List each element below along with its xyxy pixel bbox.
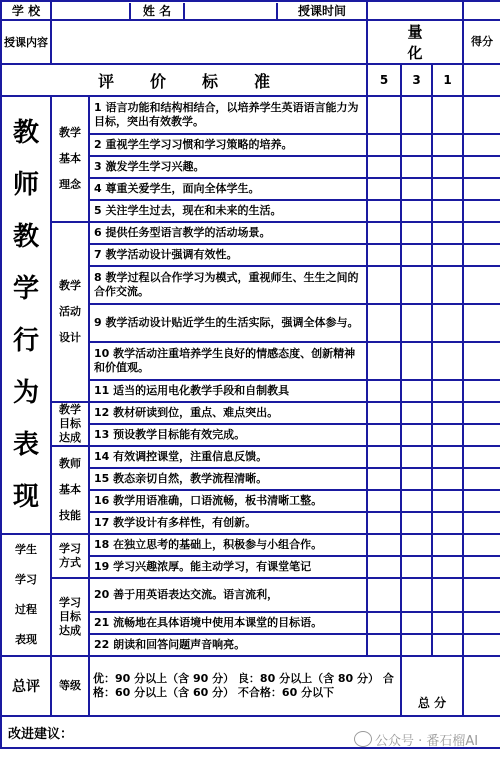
score-cell-5[interactable] — [367, 490, 401, 512]
title-line: 过程 — [15, 603, 37, 616]
watermark-text: 公众号 · 番石榴AI — [375, 734, 479, 749]
watermark — [354, 730, 478, 749]
score-cell[interactable] — [463, 446, 500, 468]
group-label-line: 活动 — [59, 305, 81, 318]
group-label — [51, 402, 89, 446]
score-cell[interactable] — [463, 534, 500, 556]
score-cell-5[interactable] — [367, 380, 401, 402]
wechat-icon — [354, 731, 372, 747]
score-cell-3[interactable] — [401, 578, 432, 612]
group-label-line: 教学 — [59, 403, 81, 416]
score-cell-1[interactable] — [432, 424, 463, 446]
score-cell-1[interactable] — [432, 380, 463, 402]
score-label: 得分 — [463, 20, 500, 64]
student-section-title — [1, 534, 51, 656]
criterion-item: 12 教材研读到位，重点、难点突出。 — [89, 402, 367, 424]
title-char: 现 — [12, 482, 39, 512]
score-cell-5[interactable] — [367, 96, 401, 134]
score-cell[interactable] — [463, 634, 500, 656]
group-label — [51, 534, 89, 578]
group-label-line: 学习 — [59, 542, 81, 555]
score-cell-5[interactable] — [367, 556, 401, 578]
group-label — [51, 578, 89, 656]
total-score-field[interactable] — [463, 656, 500, 716]
group-label-line: 学习 — [59, 596, 81, 609]
score-cell-5[interactable] — [367, 634, 401, 656]
score-cell-1[interactable] — [432, 512, 463, 534]
score-cell-5[interactable] — [367, 534, 401, 556]
criterion-item: 7 教学活动设计强调有效性。 — [89, 244, 367, 266]
score-cell-3[interactable] — [401, 266, 432, 304]
score-cell-3[interactable] — [401, 446, 432, 468]
school-field[interactable] — [51, 1, 89, 20]
score-cell-5[interactable] — [367, 266, 401, 304]
group-label-line: 基本 — [59, 483, 81, 496]
score-cell[interactable] — [463, 222, 500, 244]
score-cell-3[interactable] — [401, 200, 432, 222]
score-cell-5[interactable] — [367, 402, 401, 424]
score-cell[interactable] — [463, 380, 500, 402]
title-char: 表 — [12, 430, 39, 460]
criterion-item: 11 适当的运用电化教学手段和自制教具 — [89, 380, 367, 402]
total-score-label: 总 分 — [401, 656, 463, 716]
title-line: 表现 — [15, 633, 37, 646]
group-label-line: 方式 — [59, 556, 81, 569]
score-cell-1[interactable] — [432, 96, 463, 134]
group-label-line: 技能 — [59, 509, 81, 522]
criterion-item: 2 重视学生学习习惯和学习策略的培养。 — [89, 134, 367, 156]
group-label — [51, 96, 89, 222]
score-cell-5[interactable] — [367, 244, 401, 266]
score-cell-5[interactable] — [367, 156, 401, 178]
group-label-line: 达成 — [59, 624, 81, 637]
score-cell[interactable] — [463, 512, 500, 534]
criterion-item: 17 教学设计有多样性，有创新。 — [89, 512, 367, 534]
score-cell-1[interactable] — [432, 342, 463, 380]
score-cell-1[interactable] — [432, 446, 463, 468]
grade-criteria: 优：90 分以上（含 90 分） 良：80 分以上（含 80 分） 合格：60 分以上（含 60 分） 不合格：60 分以下 — [89, 656, 401, 716]
score-cell-5[interactable] — [367, 200, 401, 222]
score-cell-3[interactable] — [401, 512, 432, 534]
group-label-line: 设计 — [59, 331, 81, 344]
score-cell-3[interactable] — [401, 134, 432, 156]
group-label-line: 达成 — [59, 431, 81, 444]
score-cell-1[interactable] — [432, 612, 463, 634]
score-cell-1[interactable] — [432, 244, 463, 266]
title-char: 学 — [12, 274, 39, 304]
score-cell[interactable] — [463, 96, 500, 134]
score-cell-3[interactable] — [401, 634, 432, 656]
score-cell[interactable] — [463, 468, 500, 490]
criterion-item: 21 流畅地在具体语境中使用本课堂的目标语。 — [89, 612, 367, 634]
score-cell-1[interactable] — [432, 402, 463, 424]
group-label-line: 教学 — [59, 126, 81, 139]
content-label: 授课内容 — [1, 20, 51, 64]
score-cell[interactable] — [463, 342, 500, 380]
score-cell-5[interactable] — [367, 468, 401, 490]
score-cell-3[interactable] — [401, 96, 432, 134]
title-char: 为 — [12, 378, 39, 408]
score-cell-3[interactable] — [401, 156, 432, 178]
score-cell-5[interactable] — [367, 134, 401, 156]
score-cell-1[interactable] — [432, 490, 463, 512]
score-cell-3[interactable] — [401, 402, 432, 424]
score-cell-1[interactable] — [432, 200, 463, 222]
score-cell-1[interactable] — [432, 556, 463, 578]
criterion-item: 22 朗读和回答问题声音响亮。 — [89, 634, 367, 656]
name-label: 姓 名 — [129, 3, 185, 19]
teacher-section-title — [1, 96, 51, 534]
score-cell-3[interactable] — [401, 342, 432, 380]
score-cell-1[interactable] — [432, 266, 463, 304]
score-cell[interactable] — [463, 200, 500, 222]
score-cell-3[interactable] — [401, 490, 432, 512]
score-cell-5[interactable] — [367, 222, 401, 244]
score-cell[interactable] — [463, 266, 500, 304]
suggestion-label: 改进建议： — [8, 726, 74, 742]
score-cell[interactable] — [463, 490, 500, 512]
school-label: 学 校 — [1, 1, 51, 20]
title-char: 行 — [12, 326, 39, 356]
group-label-line: 目标 — [59, 610, 81, 623]
group-label-line: 基本 — [59, 152, 81, 165]
score-level-3: 3 — [401, 64, 432, 96]
criterion-item: 14 有效调控课堂，注重信息反馈。 — [89, 446, 367, 468]
criterion-item: 13 预设教学目标能有效完成。 — [89, 424, 367, 446]
score-cell[interactable] — [463, 244, 500, 266]
score-cell-3[interactable] — [401, 424, 432, 446]
time-label: 授课时间 — [276, 3, 366, 19]
criterion-item: 18 在独立思考的基础上，积极参与小组合作。 — [89, 534, 367, 556]
criterion-item: 19 学习兴趣浓厚。能主动学习，有课堂笔记 — [89, 556, 367, 578]
criterion-item: 6 提供任务型语言教学的活动场景。 — [89, 222, 367, 244]
score-level-1: 1 — [432, 64, 463, 96]
summary-label: 总评 — [1, 656, 51, 716]
group-label-line: 理念 — [59, 178, 81, 191]
score-cell-5[interactable] — [367, 342, 401, 380]
score-cell-1[interactable] — [432, 222, 463, 244]
score-cell-1[interactable] — [432, 468, 463, 490]
criterion-item: 8 教学过程以合作学习为模式，重视师生、生生之间的合作交流。 — [89, 266, 367, 304]
title-line: 学习 — [15, 573, 37, 586]
score-level-5: 5 — [367, 64, 401, 96]
quantify-label: 量 化 — [367, 20, 463, 64]
score-cell-3[interactable] — [401, 556, 432, 578]
score-cell-3[interactable] — [401, 534, 432, 556]
group-label — [51, 446, 89, 534]
score-cell-5[interactable] — [367, 446, 401, 468]
score-cell-5[interactable] — [367, 512, 401, 534]
standard-label: 评价标准 — [1, 64, 367, 96]
score-cell-1[interactable] — [432, 178, 463, 200]
name-field[interactable] — [185, 3, 276, 19]
content-field[interactable] — [51, 20, 367, 64]
score-cell-1[interactable] — [432, 534, 463, 556]
score-cell[interactable] — [463, 156, 500, 178]
criterion-item: 16 教学用语准确，口语流畅，板书清晰工整。 — [89, 490, 367, 512]
score-cell-1[interactable] — [432, 134, 463, 156]
criterion-item: 1 语言功能和结构相结合，以培养学生英语语言能力为目标，突出有效教学。 — [89, 96, 367, 134]
score-cell-3[interactable] — [401, 380, 432, 402]
score-cell-3[interactable] — [401, 178, 432, 200]
score-cell[interactable] — [463, 612, 500, 634]
score-cell[interactable] — [463, 402, 500, 424]
group-label — [51, 222, 89, 402]
score-cell-3[interactable] — [401, 244, 432, 266]
group-label-line: 教学 — [59, 279, 81, 292]
title-char: 教 — [12, 118, 39, 148]
title-char: 教 — [12, 222, 39, 252]
time-field[interactable] — [367, 1, 463, 20]
criterion-item: 4 尊重关爱学生，面向全体学生。 — [89, 178, 367, 200]
score-cell[interactable] — [463, 578, 500, 612]
score-cell[interactable] — [463, 556, 500, 578]
criterion-item: 3 激发学生学习兴趣。 — [89, 156, 367, 178]
criterion-item: 5 关注学生过去，现在和未来的生活。 — [89, 200, 367, 222]
score-cell-5[interactable] — [367, 424, 401, 446]
score-cell-1[interactable] — [432, 304, 463, 342]
score-cell-1[interactable] — [432, 156, 463, 178]
score-cell-3[interactable] — [401, 304, 432, 342]
score-cell[interactable] — [463, 304, 500, 342]
score-cell-1[interactable] — [432, 578, 463, 612]
group-label-line: 目标 — [59, 417, 81, 430]
score-cell-5[interactable] — [367, 578, 401, 612]
score-cell-1[interactable] — [432, 634, 463, 656]
score-cell[interactable] — [463, 424, 500, 446]
score-cell-3[interactable] — [401, 468, 432, 490]
title-char: 师 — [12, 170, 39, 200]
score-cell-5[interactable] — [367, 304, 401, 342]
criterion-item: 15 教态亲切自然，教学流程清晰。 — [89, 468, 367, 490]
title-line: 学生 — [15, 543, 37, 556]
score-cell[interactable] — [463, 178, 500, 200]
grade-label: 等级 — [51, 656, 89, 716]
score-cell-5[interactable] — [367, 612, 401, 634]
score-cell-3[interactable] — [401, 612, 432, 634]
score-cell[interactable] — [463, 134, 500, 156]
score-cell-5[interactable] — [367, 178, 401, 200]
criterion-item: 20 善于用英语表达交流。语言流利， — [89, 578, 367, 612]
criterion-item: 10 教学活动注重培养学生良好的情感态度、创新精神和价值观。 — [89, 342, 367, 380]
score-cell-3[interactable] — [401, 222, 432, 244]
criterion-item: 9 教学活动设计贴近学生的生活实际，强调全体参与。 — [89, 304, 367, 342]
group-label-line: 教师 — [59, 457, 81, 470]
